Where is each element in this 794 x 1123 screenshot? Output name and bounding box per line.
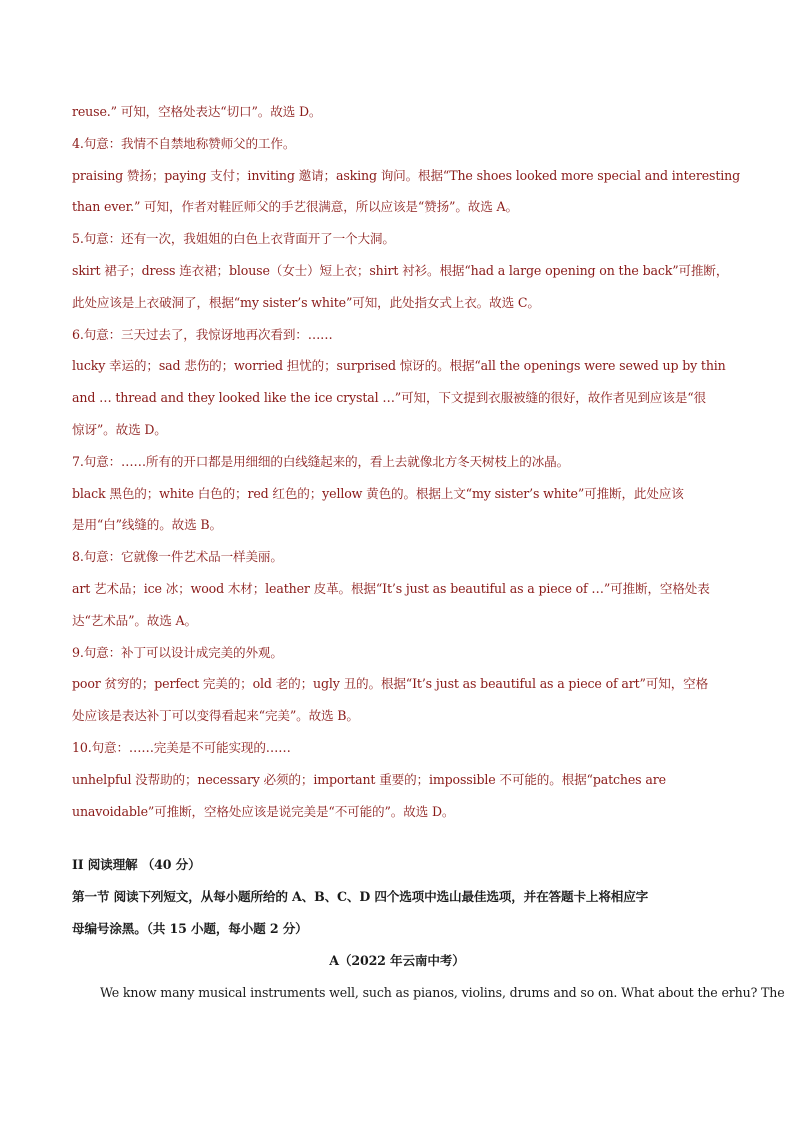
- explanation-line: than ever.” 可知，作者对鞋匠师父的手艺很满意，所以应该是“赞扬”。故选 A。: [72, 199, 518, 215]
- explanation-line: unavoidable”可推断，空格处应该是说完美是“不可能的”。故选 D。: [72, 803, 455, 819]
- passage-title: A（2022 年云南中考）: [329, 952, 465, 968]
- section-title: II 阅读理解 （40 分）: [72, 857, 201, 873]
- passage-text: We know many musical instruments well, such as pianos, violins, drums and so on. What about the erhu? The: [100, 984, 785, 1000]
- explanation-line: reuse.” 可知，空格处表达“切口”。故选 D。: [72, 104, 322, 119]
- explanation-line: 7.句意：……所有的开口都是用细细的白线缝起来的，看上去就像北方冬天树枝上的冰晶。: [72, 453, 570, 469]
- explanation-line: 6.句意：三天过去了，我惊讶地再次看到：……: [72, 326, 333, 342]
- explanation-line: 达“艺术品”。故选 A。: [72, 612, 197, 628]
- explanation-line: 此处应该是上衣破洞了，根据“my sister’s white”可知，此处指女式上衣。故选 C。: [72, 294, 540, 310]
- section-instructions: 第一节 阅读下列短文，从每小题所给的 A、B、C、D 四个选项中选山最佳选项，并在答题卡上将相应字: [72, 889, 649, 905]
- explanation-line: 惊讶”。故选 D。: [72, 421, 167, 437]
- section-spacer: [72, 827, 722, 849]
- explanation-line: 处应该是表达补丁可以变得看起来“完美”。故选 B。: [72, 708, 359, 724]
- explanation-line: poor 贫穷的；perfect 完美的；old 老的；ugly 丑的。根据“It’s just as beautiful as a piece of art”可知，空格: [72, 676, 709, 692]
- explanation-line: 9.句意：补丁可以设计成完美的外观。: [72, 644, 283, 660]
- explanation-line: unhelpful 没帮助的；necessary 必须的；important 重要的；impossible 不可能的。根据“patches are: [72, 771, 666, 787]
- explanation-line: 5.句意：还有一次，我姐姐的白色上衣背面开了一个大洞。: [72, 231, 395, 247]
- explanation-line: art 艺术品；ice 冰；wood 木材；leather 皮革。根据“It’s just as beautiful as a piece of …”可推断，空格处表: [72, 580, 710, 596]
- explanation-line: 4.句意：我情不自禁地称赞师父的工作。: [72, 135, 296, 151]
- document-page: [72, 96, 785, 1008]
- explanation-line: black 黑色的；white 白色的；red 红色的；yellow 黄色的。根据上文“my sister’s white”可推断，此处应该: [72, 485, 684, 501]
- explanation-line: praising 赞扬；paying 支付；inviting 邀请；asking 询问。根据“The shoes looked more special and interesting: [72, 167, 740, 183]
- explanation-line: skirt 裙子；dress 连衣裙；blouse（女士）短上衣；shirt 衬衫。根据“had a large opening on the back”可推断，: [72, 262, 729, 278]
- explanation-line: 是用“白”线缝的。故选 B。: [72, 517, 222, 533]
- explanation-line: 8.句意：它就像一件艺术品一样美丽。: [72, 549, 283, 565]
- explanation-line: and … thread and they looked like the ice crystal …”可知，下文提到衣服被缝的很好，故作者见到应该是“很: [72, 390, 706, 406]
- section-instructions: 母编号涂黑。（共 15 小题，每小题 2 分）: [72, 920, 308, 936]
- explanation-line: 10.句意：……完美是不可能实现的……: [72, 739, 291, 755]
- explanation-line: lucky 幸运的；sad 悲伤的；worried 担忧的；surprised 惊讶的。根据“all the openings were sewed up by thin: [72, 358, 726, 374]
